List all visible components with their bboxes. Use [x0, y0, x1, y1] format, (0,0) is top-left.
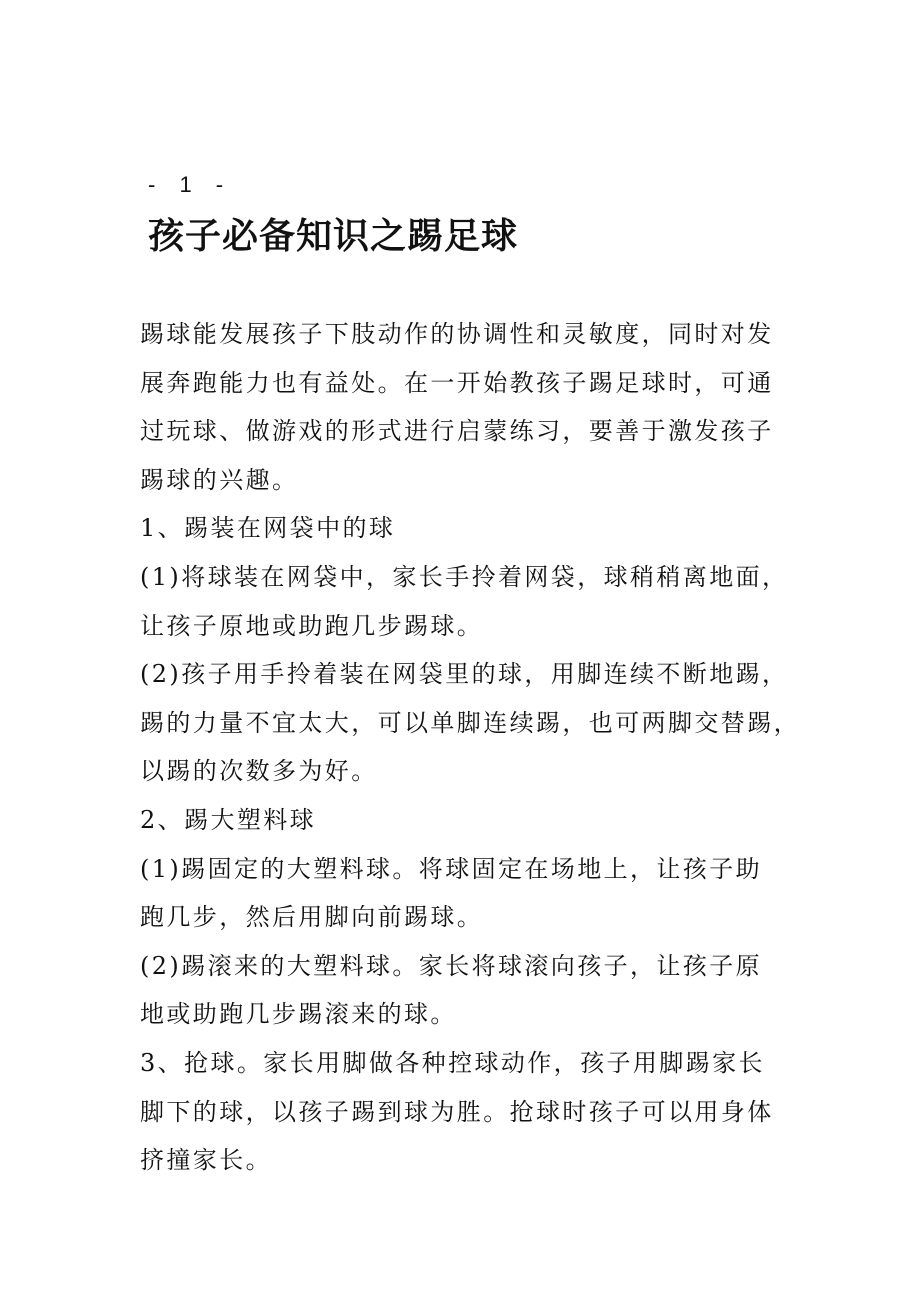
- page-number: - 1 -: [148, 172, 233, 197]
- intro-line-3: 过玩球、做游戏的形式进行启蒙练习，要善于激发孩子: [140, 417, 774, 446]
- section-3-line-2: 脚下的球，以孩子踢到球为胜。抢球时孩子可以用身体: [140, 1097, 774, 1126]
- section-2-item-1-line-1: (1)踢固定的大塑料球。将球固定在场地上，让孩子助: [140, 854, 762, 883]
- section-1-item-2-line-3: 以踢的次数多为好。: [140, 757, 378, 786]
- section-2-item-1-line-2: 跑几步，然后用脚向前踢球。: [140, 903, 484, 932]
- intro-line-1: 踢球能发展孩子下肢动作的协调性和灵敏度，同时对发: [140, 320, 774, 348]
- article-body: [140, 310, 800, 1185]
- section-heading-2: 2、踢大塑料球: [140, 805, 317, 834]
- section-1-item-1-line-2: 让孩子原地或助跑几步踢球。: [140, 611, 484, 640]
- section-1-item-2-line-2: 踢的力量不宜太大，可以单脚连续踢，也可两脚交替踢，: [140, 708, 800, 737]
- section-2-item-2-line-2: 地或助跑几步踢滚来的球。: [140, 1000, 457, 1029]
- section-2-item-2-line-1: (2)踢滚来的大塑料球。家长将球滚向孩子，让孩子原: [140, 951, 762, 980]
- section-3-line-1: 3、抢球。家长用脚做各种控球动作，孩子用脚踢家长: [140, 1048, 765, 1077]
- section-3-line-3: 挤撞家长。: [140, 1146, 272, 1175]
- section-1-item-2-line-1: (2)孩子用手拎着装在网袋里的球，用脚连续不断地踢，: [140, 660, 789, 689]
- intro-line-2: 展奔跑能力也有益处。在一开始教孩子踢足球时，可通: [140, 368, 774, 397]
- page-title: 孩子必备知识之踢足球: [148, 216, 519, 257]
- section-1-item-1-line-1: (1)将球装在网袋中，家长手拎着网袋，球稍稍离地面，: [140, 562, 789, 591]
- intro-line-4: 踢球的兴趣。: [140, 465, 299, 494]
- section-heading-1: 1、踢装在网袋中的球: [140, 514, 396, 543]
